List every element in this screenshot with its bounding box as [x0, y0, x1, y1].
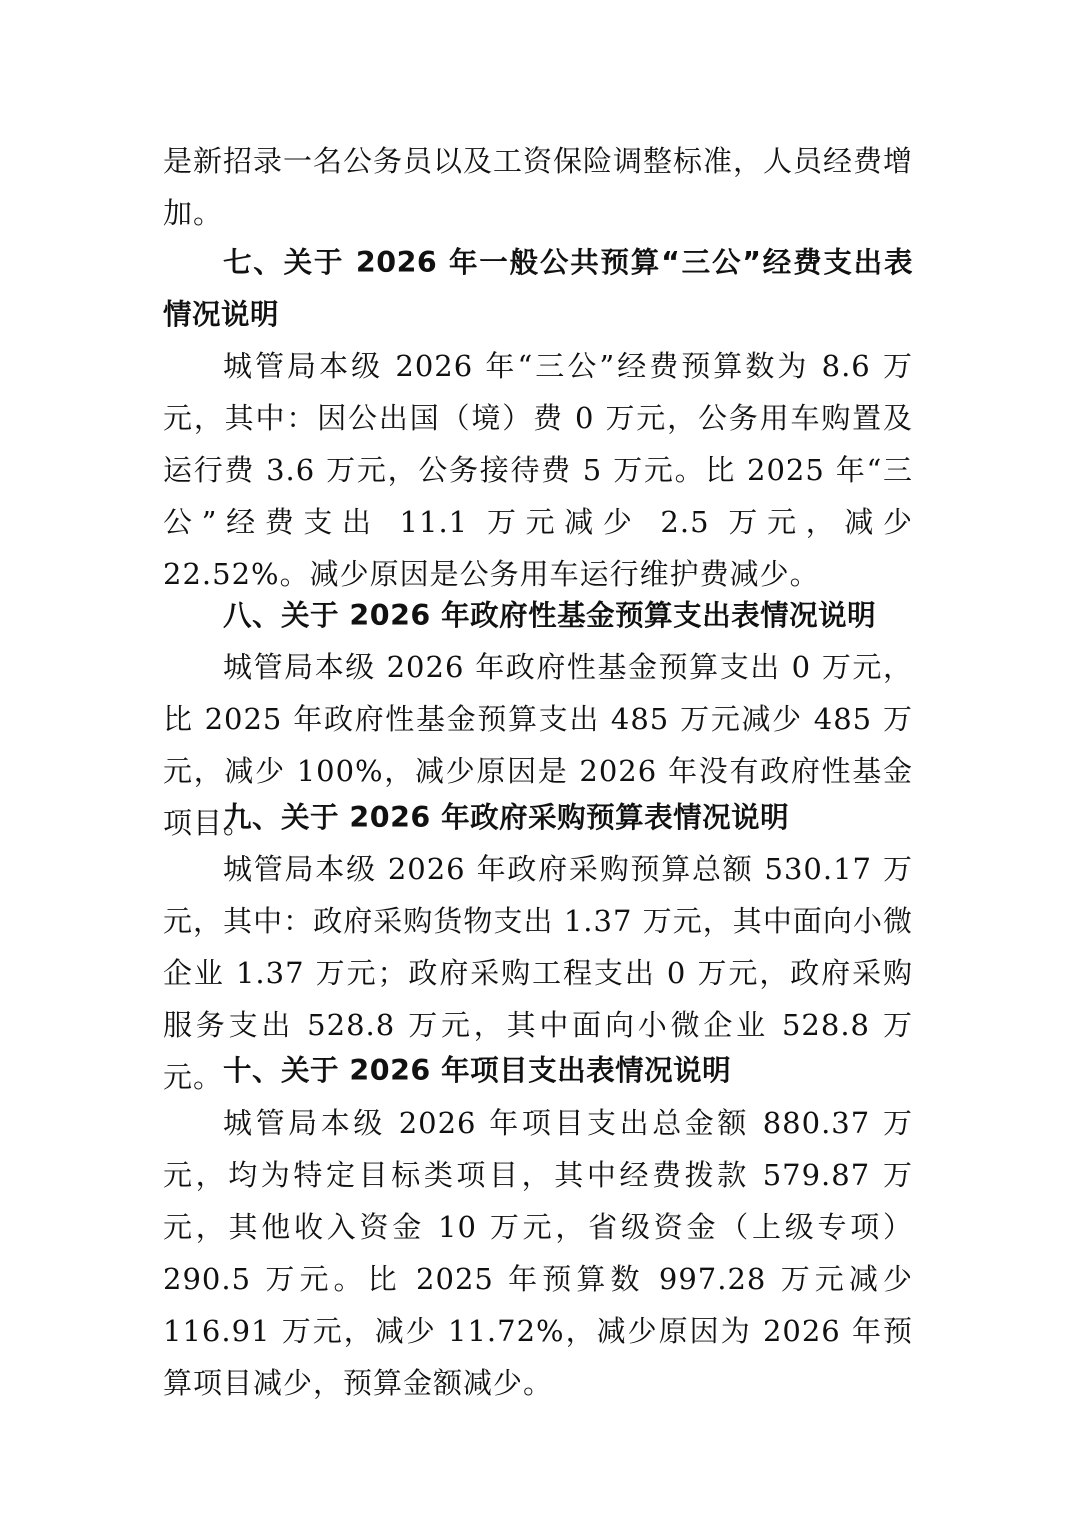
paragraph-section-9: 城管局本级 2026 年政府采购预算总额 530.17 万元，其中：政府采购货物支出 1.37 万元，其中面向小微企业 1.37 万元；政府采购工程支出 0 万元，政府采购服务支出 528.8 万元，其中面向小微企业 528.8 万元。	[163, 852, 913, 1094]
paragraph-section-10: 城管局本级 2026 年项目支出总金额 880.37 万元，均为特定目标类项目，其中经费拨款 579.87 万元，其他收入资金 10 万元，省级资金（上级专项）290.5 万元。比 2025 年预算数 997.28 万元减少 116.91 万元，减少 11.72%，减少原因为 2026 年预算项目减少，预算金额减少。	[163, 1106, 913, 1400]
section-heading-10: 十、关于 2026 年项目支出表情况说明	[223, 1054, 732, 1087]
section-heading-8: 八、关于 2026 年政府性基金预算支出表情况说明	[223, 599, 877, 632]
section-heading-9: 九、关于 2026 年政府采购预算表情况说明	[223, 801, 790, 834]
section-heading-7: 七、关于 2026 年一般公共预算“三公”经费支出表情况说明	[163, 246, 913, 331]
paragraph-section-8: 城管局本级 2026 年政府性基金预算支出 0 万元，比 2025 年政府性基金预算支出 485 万元减少 485 万元，减少 100%，减少原因是 2026 年没有政府性基金项目。	[163, 650, 913, 840]
paragraph-section-7: 城管局本级 2026 年“三公”经费预算数为 8.6 万元，其中：因公出国（境）费 0 万元，公务用车购置及运行费 3.6 万元，公务接待费 5 万元。比 2025 年“三公”经费支出 11.1 万元减少 2.5 万元，减少 22.52%。减少原因是公务用车运行维护费减少。	[163, 349, 913, 591]
paragraph-continuation: 是新招录一名公务员以及工资保险调整标准，人员经费增加。	[163, 144, 914, 230]
